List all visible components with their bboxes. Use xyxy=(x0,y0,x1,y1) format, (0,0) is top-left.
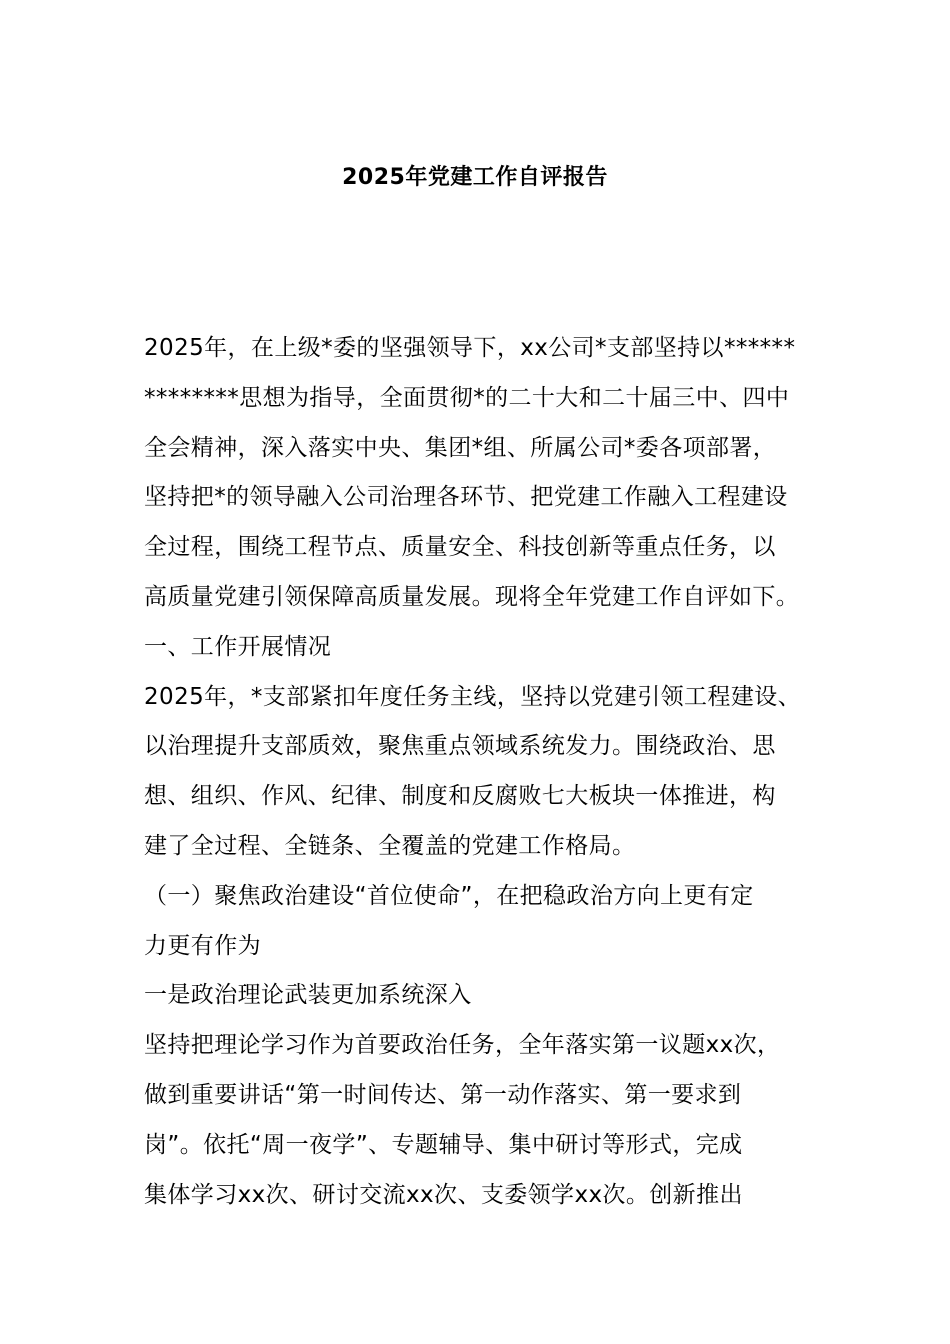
body-line: 2025年，在上级*委的坚强领导下，xx公司*支部坚持以****** xyxy=(144,335,796,361)
body-line: 岗”。依托“周一夜学”、专题辅导、集中研讨等形式，完成 xyxy=(144,1131,743,1158)
body-line: 做到重要讲话“第一时间传达、第一动作落实、第一要求到 xyxy=(144,1081,742,1108)
body-line: 高质量党建引领保障高质量发展。现将全年党建工作自评如下。 xyxy=(144,583,800,610)
section-heading: 一、工作开展情况 xyxy=(144,633,332,660)
body-line: 坚持把*的领导融入公司治理各环节、把党建工作融入工程建设 xyxy=(144,484,788,511)
body-line: 集体学习xx次、研讨交流xx次、支委领学xx次。创新推出 xyxy=(144,1181,743,1208)
point-heading: 一是政治理论武装更加系统深入 xyxy=(144,982,472,1009)
body-line: 想、组织、作风、纪律、制度和反腐败七大板块一体推进，构 xyxy=(144,783,776,810)
subsection-heading: 力更有作为 xyxy=(144,932,261,959)
body-line: 2025年，*支部紧扣年度任务主线，坚持以党建引领工程建设、 xyxy=(144,683,802,710)
body-line: 全过程，围绕工程节点、质量安全、科技创新等重点任务，以 xyxy=(144,534,776,561)
subsection-heading: （一）聚焦政治建设“首位使命”，在把稳政治方向上更有定 xyxy=(144,882,754,909)
body-line: 以治理提升支部质效，聚焦重点领域系统发力。围绕政治、思 xyxy=(144,733,776,760)
body-line: ********思想为指导，全面贯彻*的二十大和二十届三中、四中 xyxy=(144,384,790,411)
body-line: 建了全过程、全链条、全覆盖的党建工作格局。 xyxy=(144,832,636,859)
body-line: 全会精神，深入落实中央、集团*组、所属公司*委各项部署， xyxy=(144,434,777,461)
body-line: 坚持把理论学习作为首要政治任务，全年落实第一议题xx次， xyxy=(144,1032,781,1059)
document-title: 2025年党建工作自评报告 xyxy=(342,165,608,190)
document-body xyxy=(144,328,834,1224)
